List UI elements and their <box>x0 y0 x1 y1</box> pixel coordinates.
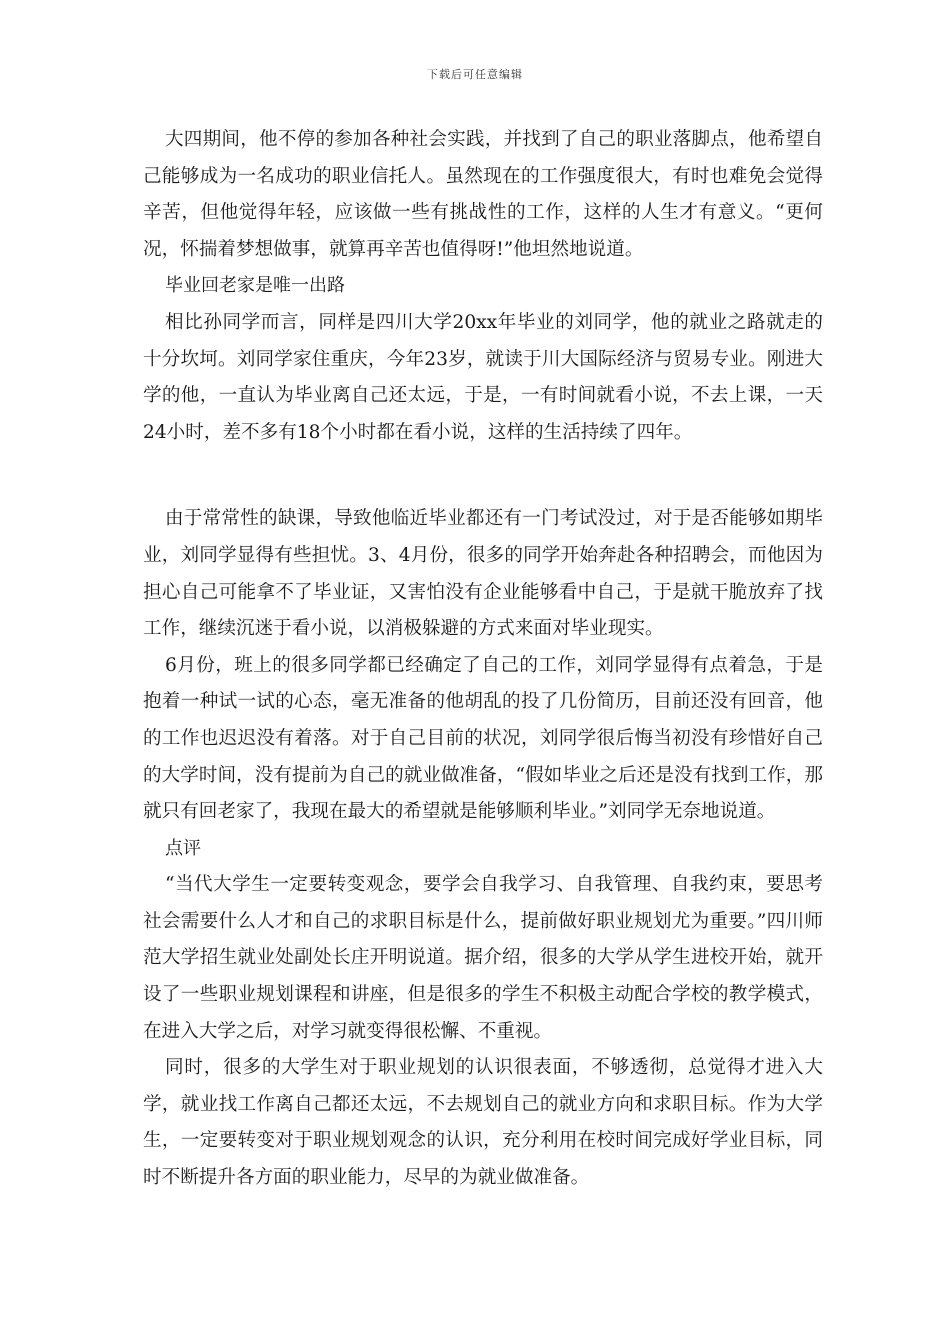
section-heading-commentary: 点评 <box>165 837 201 859</box>
page-header-note: 下载后可任意编辑 <box>427 68 523 81</box>
paragraph-gap <box>143 451 823 501</box>
paragraph-career-planning: 同时，很多的大学生对于职业规划的认识很表面，不够透彻，总觉得才进入大学，就业找工作离自己都还太远，不去规划自己的就业方向和求职目标。作为大学生，一定要转变对于职业规划观念的认识，充分利用在校时间完成好学业目标，同时不断提升各方面的职业能力，尽早的为就业做准备。 <box>143 1057 823 1189</box>
paragraph-expert-quote: “当代大学生一定要转变观念，要学会自我学习、自我管理、自我约束，要思考社会需要什么人才和自己的求职目标是什么，提前做好职业规划尤为重要。”四川师范大学招生就业处副处长庄开明说道。据介绍，很多的大学从学生进校开始，就开设了一些职业规划课程和讲座，但是很多的学生不积极主动配合学校的教学模式，在进入大学之后，对学习就变得很松懈、不重视。 <box>143 874 823 1042</box>
paragraph-senior-year: 大四期间，他不停的参加各种社会实践，并找到了自己的职业落脚点，他希望自己能够成为一名成功的职业信托人。虽然现在的工作强度很大，有时也难免会觉得辛苦，但他觉得年轻，应该做一些有挑战性的工作，这样的人生才有意义。“更何况，怀揣着梦想做事，就算再辛苦也值得呀!”他坦然地说道。 <box>143 129 823 260</box>
paragraph-liu-background: 相比孙同学而言，同样是四川大学20xx年毕业的刘同学，他的就业之路就走的十分坎坷。刘同学家住重庆，今年23岁，就读于川大国际经济与贸易专业。刚进大学的他，一直认为毕业离自己还太远，于是，一有时间就看小说，不去上课，一天24小时，差不多有18个小时都在看小说，这样的生活持续了四年。 <box>143 311 823 443</box>
paragraph-missed-classes: 由于常常性的缺课，导致他临近毕业都还有一门考试没过，对于是否能够如期毕业，刘同学显得有些担忧。3、4月份，很多的同学开始奔赴各种招聘会，而他因为担心自己可能拿不了毕业证，又害怕没有企业能够看中自己，于是就干脆放弃了找工作，继续沉迷于看小说，以消极躲避的方式来面对毕业现实。 <box>143 508 823 640</box>
article-body <box>143 122 823 1197</box>
paragraph-june-situation: 6月份，班上的很多同学都已经确定了自己的工作，刘同学显得有点着急，于是抱着一种试一试的心态，毫无准备的他胡乱的投了几份简历，目前还没有回音，他的工作也迟迟没有着落。对于自己目前的状况，刘同学很后悔当初没有珍惜好自己的大学时间，没有提前为自己的就业做准备，“假如毕业之后还是没有找到工作，那就只有回老家了，我现在最大的希望就是能够顺利毕业。”刘同学无奈地说道。 <box>143 654 823 823</box>
section-heading-return-home: 毕业回老家是唯一出路 <box>165 275 345 297</box>
